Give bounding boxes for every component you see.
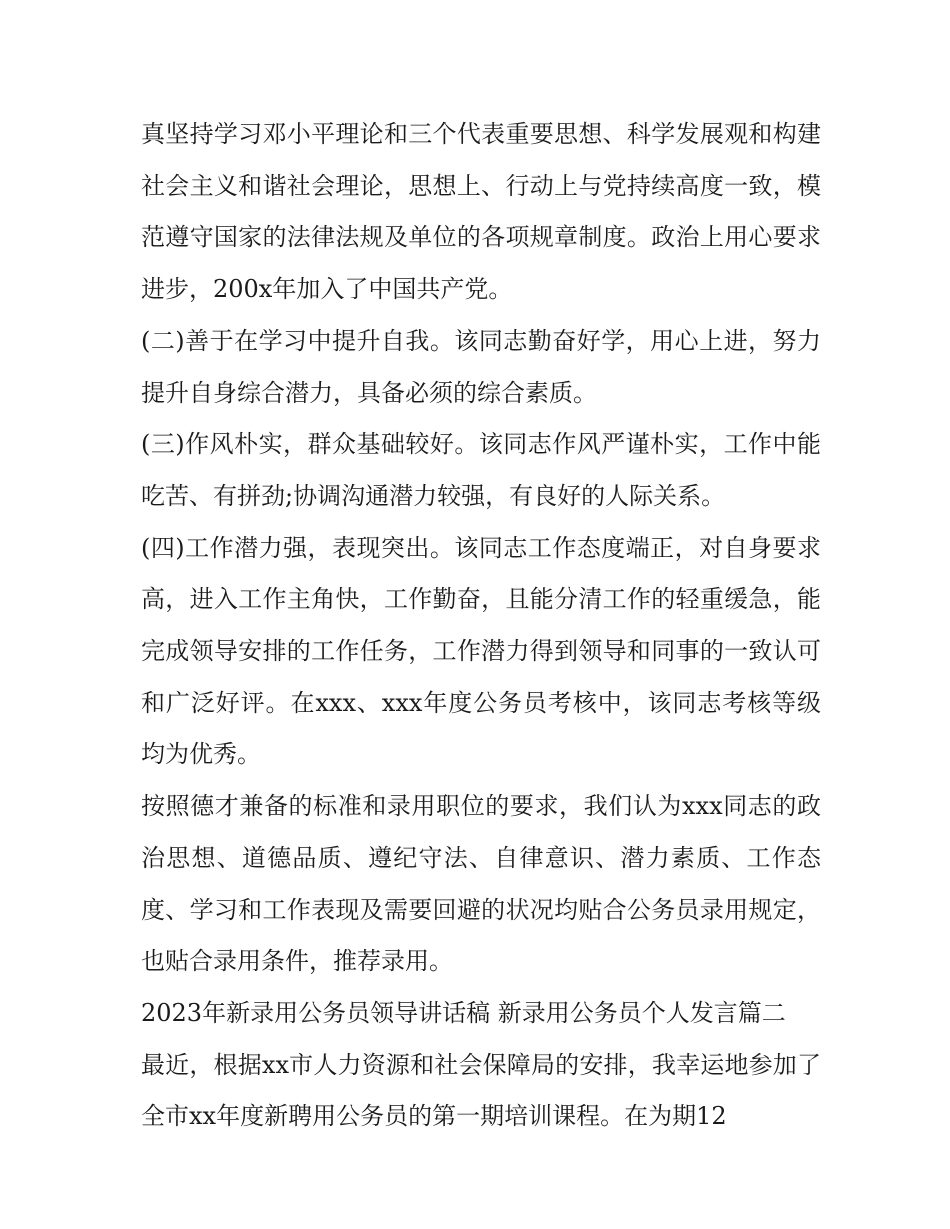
- document-body: [141, 109, 821, 1143]
- paragraph-political-study: 真坚持学习邓小平理论和三个代表重要思想、科学发展观和构建社会主义和谐社会理论，思想上、行动上与党持续高度一致，模范遵守国家的法律法规及单位的各项规章制度。政治上用心要求进步，200x年加入了中国共产党。: [141, 120, 821, 304]
- paragraph-recommendation: 按照德才兼备的标准和录用职位的要求，我们认为xxx同志的政治思想、道德品质、遵纪守法、自律意识、潜力素质、工作态度、学习和工作表现及需要回避的状况均贴合公务员录用规定，也贴合录用条件，推荐录用。: [141, 792, 821, 976]
- section-heading: 2023年新录用公务员领导讲话稿 新录用公务员个人发言篇二: [141, 998, 786, 1027]
- paragraph-work-style: (三)作风朴实，群众基础较好。该同志作风严谨朴实，工作中能吃苦、有拼劲;协调沟通潜力较强，有良好的人际关系。: [141, 430, 821, 510]
- paragraph-self-improvement: (二)善于在学习中提升自我。该同志勤奋好学，用心上进，努力提升自身综合潜力，具备必须的综合素质。: [141, 326, 821, 407]
- paragraph-work-performance: (四)工作潜力强，表现突出。该同志工作态度端正，对自身要求高，进入工作主角快，工作勤奋，且能分清工作的轻重缓急，能完成领导安排的工作任务，工作潜力得到领导和同事的一致认可和广泛好评。在xxx、xxx年度公务员考核中，该同志考核等级均为优秀。: [141, 533, 821, 769]
- paragraph-training-intro: 最近，根据xx市人力资源和社会保障局的安排，我幸运地参加了全市xx年度新聘用公务员的第一期培训课程。在为期12: [141, 1050, 821, 1131]
